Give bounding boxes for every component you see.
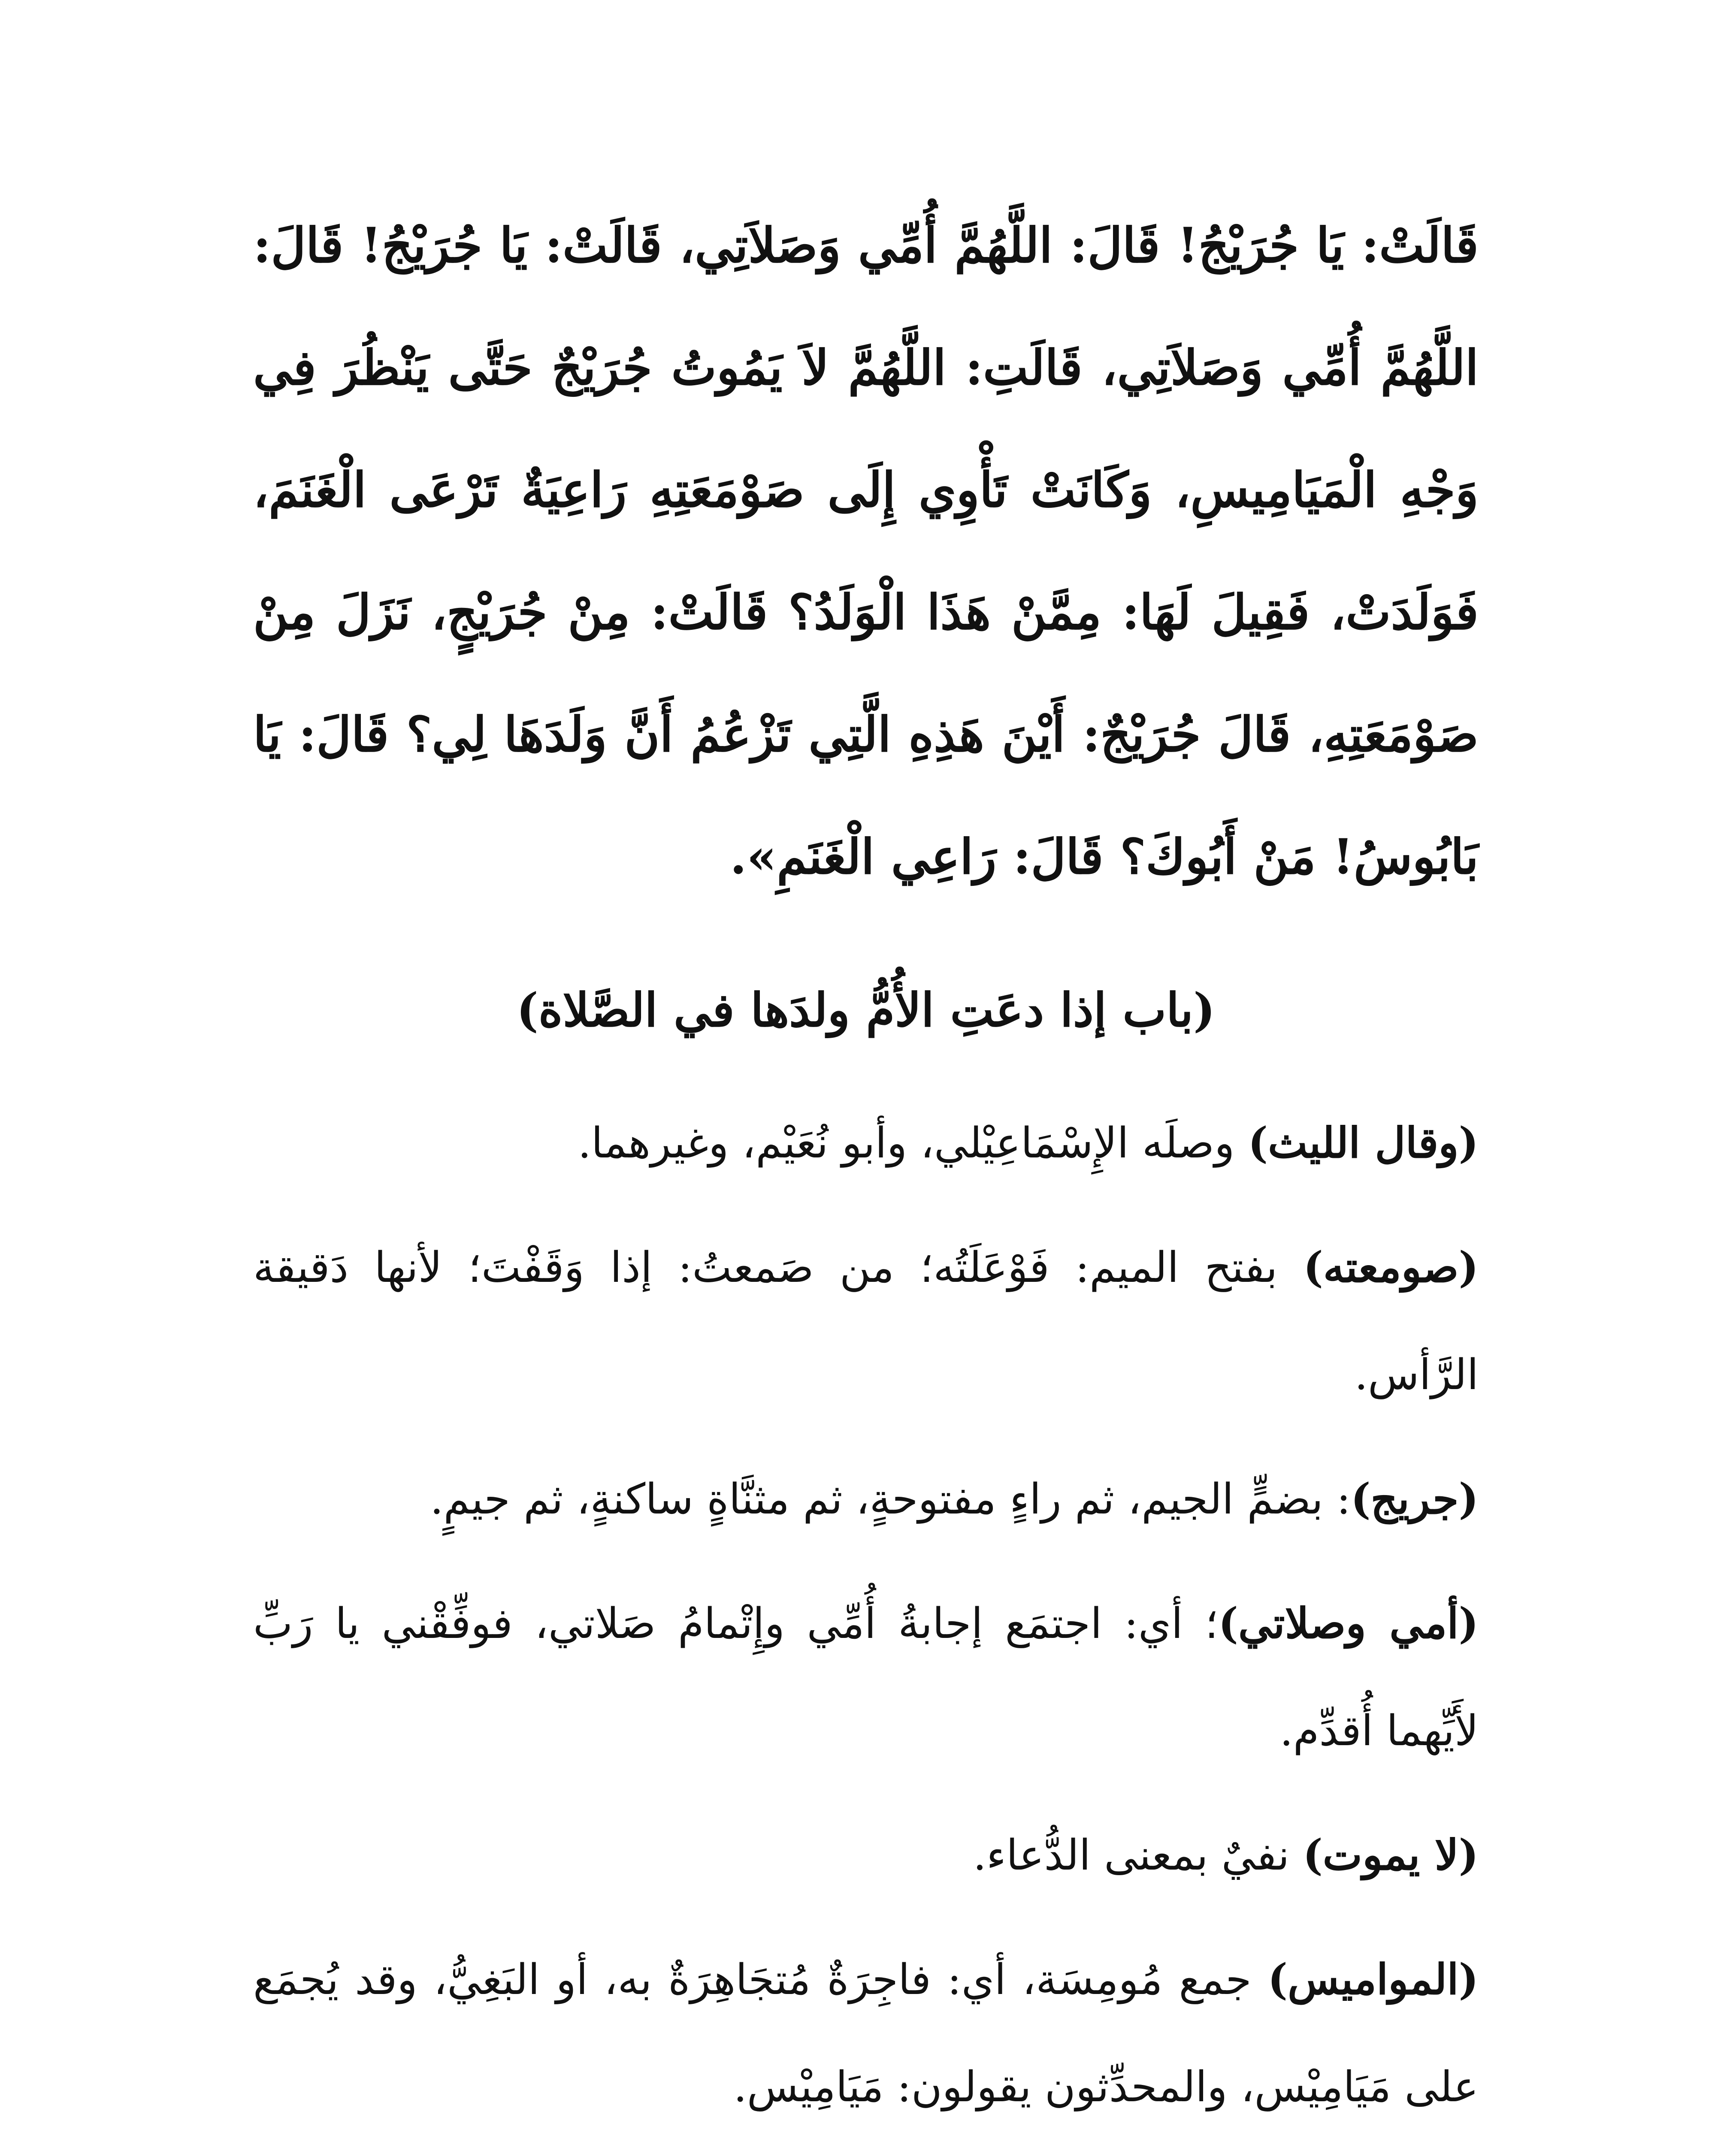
commentary-paragraph (253, 1446, 1479, 1553)
commentary-text: نفيٌ بمعنى الدُّعاء. (973, 1831, 1303, 1880)
commentary-term: (المواميس) (1267, 1955, 1479, 2004)
commentary-text: وصلَه الإِسْمَاعِيْلي، وأبو نُعَيْم، وغيرهما. (578, 1119, 1248, 1168)
commentary-text: جمع مُومِسَة، أي: فاجِرَةٌ مُتجَاهِرَةٌ به، أو البَغِيُّ، وقد يُجمَع على مَيَامِيْس، والمحدِّثون يقولون: مَيَامِيْس. (253, 1955, 1479, 2112)
commentary-text: بفتح الميم: فَوْعَلَتُه؛ من صَمعتُ: إذا وَقَفْتَ؛ لأنها دَقيقة الرَّأس. (253, 1243, 1479, 1399)
commentary-term: (صومعته) (1303, 1243, 1479, 1292)
commentary-paragraph (253, 1214, 1479, 1429)
commentary-term: (أمي وصلاتي) (1218, 1599, 1479, 1648)
commentary-text: ؛ أي: اجتمَع إجابةُ أُمِّي وإِتْمامُ صَلاتي، فوفِّقْني يا رَبِّ لأَيِّهما أُقدِّم. (253, 1599, 1479, 1755)
commentary-paragraph (253, 1926, 1479, 2141)
commentary-term: (جريج) (1351, 1474, 1479, 1524)
commentary-text: : بضمٍّ الجيم، ثم راءٍ مفتوحةٍ، ثم مثنَّاةٍ ساكنةٍ، ثم جيمٍ. (430, 1475, 1351, 1524)
commentary-paragraph (253, 1802, 1479, 1909)
commentary-paragraph (253, 1090, 1479, 1197)
page-text-block (253, 184, 1479, 2145)
commentary-paragraph (253, 1570, 1479, 1785)
commentary-term: (لا يموت) (1303, 1831, 1479, 1880)
hadith-text: قَالَتْ: يَا جُرَيْجُ! قَالَ: اللَّهُمَّ أُمِّي وَصَلاَتِي، قَالَتْ: يَا جُرَيْجُ! قَالَ: اللَّهُمَّ أُمِّي وَصَلاَتِي، قَالَتِ: اللَّهُمَّ لاَ يَمُوتُ جُرَيْجٌ حَتَّى يَنْظُرَ فِي وَجْهِ الْمَيَامِيسِ، وَكَانَتْ تَأْوِي إِلَى صَوْمَعَتِهِ رَاعِيَةٌ تَرْعَى الْغَنَمَ، فَوَلَدَتْ، فَقِيلَ لَهَا: مِمَّنْ هَذَا الْوَلَدُ؟ قَالَتْ: مِنْ جُرَيْجٍ، نَزَلَ مِنْ صَوْمَعَتِهِ، قَالَ جُرَيْجٌ: أَيْنَ هَذِهِ الَّتِي تَزْعُمُ أَنَّ وَلَدَهَا لِي؟ قَالَ: يَا بَابُوسُ! مَنْ أَبُوكَ؟ قَالَ: رَاعِي الْغَنَمِ». (253, 218, 1479, 885)
section-heading: (باب إذا دعَتِ الأُمُّ ولدَها في الصَّلاة) (516, 983, 1216, 1037)
commentary-term: (وقال الليث) (1248, 1118, 1479, 1168)
